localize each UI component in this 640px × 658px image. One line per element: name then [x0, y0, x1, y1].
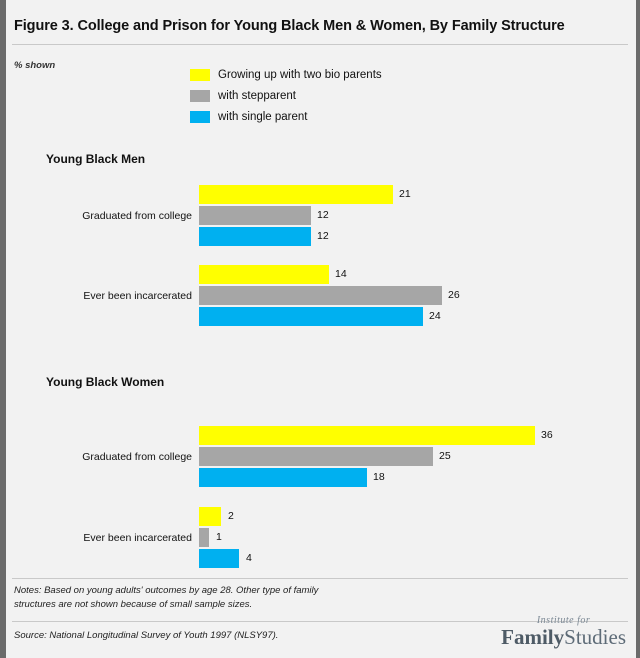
bar-men-incarcerated-single-parent [199, 307, 423, 326]
bar-women-incarcerated-single-parent [199, 549, 239, 568]
bar-value-women-incarcerated-single-parent: 4 [246, 552, 252, 564]
right-edge-bar [636, 0, 640, 658]
group-heading-young-black-men: Young Black Men [46, 152, 146, 166]
bar-value-men-graduated-stepparent: 12 [317, 209, 329, 221]
legend-item [190, 85, 382, 106]
category-label-women-graduated: Graduated from college [82, 451, 192, 463]
legend-swatch-stepparent [190, 90, 210, 102]
logo-studies-word: Studies [564, 625, 626, 649]
bar-value-men-incarcerated-two-bio-parents: 14 [335, 268, 347, 280]
bar-value-women-graduated-two-bio-parents: 36 [541, 429, 553, 441]
figure-title: Figure 3. College and Prison for Young Black Men & Women, By Family Structure [14, 18, 565, 34]
bar-men-graduated-single-parent [199, 227, 311, 246]
bar-women-graduated-two-bio-parents [199, 426, 535, 445]
legend-swatch-single-parent [190, 111, 210, 123]
legend-label-two-bio-parents: Growing up with two bio parents [218, 68, 382, 81]
bar-men-graduated-stepparent [199, 206, 311, 225]
bar-men-graduated-two-bio-parents [199, 185, 393, 204]
figure-notes: Notes: Based on young adults' outcomes by age 28. Other type of family structures are not shown because of small sample sizes. [14, 585, 319, 610]
category-label-men-incarcerated: Ever been incarcerated [83, 290, 192, 302]
legend-item [190, 64, 382, 85]
bar-value-men-graduated-single-parent: 12 [317, 230, 329, 242]
bar-women-graduated-stepparent [199, 447, 433, 466]
notes-divider [12, 578, 628, 579]
bar-men-incarcerated-stepparent [199, 286, 442, 305]
legend-item [190, 106, 382, 127]
logo-family-word: Family [501, 625, 565, 649]
title-divider [12, 44, 628, 45]
logo-family-studies-text [501, 626, 626, 648]
ifs-logo [501, 615, 626, 648]
bar-value-men-incarcerated-stepparent: 26 [448, 289, 460, 301]
bar-value-women-incarcerated-two-bio-parents: 2 [228, 510, 234, 522]
bar-value-women-graduated-single-parent: 18 [373, 471, 385, 483]
category-label-women-incarcerated: Ever been incarcerated [83, 532, 192, 544]
bar-value-men-graduated-two-bio-parents: 21 [399, 188, 411, 200]
bar-women-incarcerated-stepparent [199, 528, 209, 547]
left-edge-bar [0, 0, 6, 658]
chart-legend [190, 64, 382, 127]
legend-label-single-parent: with single parent [218, 110, 308, 123]
figure-source: Source: National Longitudinal Survey of Youth 1997 (NLSY97). [14, 630, 279, 641]
bar-women-graduated-single-parent [199, 468, 367, 487]
logo-institute-text: Institute for [536, 615, 591, 626]
percent-note: % shown [14, 60, 56, 71]
bar-value-men-incarcerated-single-parent: 24 [429, 310, 441, 322]
category-label-men-graduated: Graduated from college [82, 210, 192, 222]
group-heading-young-black-women: Young Black Women [46, 375, 165, 389]
bar-value-women-graduated-stepparent: 25 [439, 450, 451, 462]
bar-men-incarcerated-two-bio-parents [199, 265, 329, 284]
legend-label-stepparent: with stepparent [218, 89, 296, 102]
legend-swatch-two-bio-parents [190, 69, 210, 81]
bar-women-incarcerated-two-bio-parents [199, 507, 221, 526]
bar-value-women-incarcerated-stepparent: 1 [216, 531, 222, 543]
